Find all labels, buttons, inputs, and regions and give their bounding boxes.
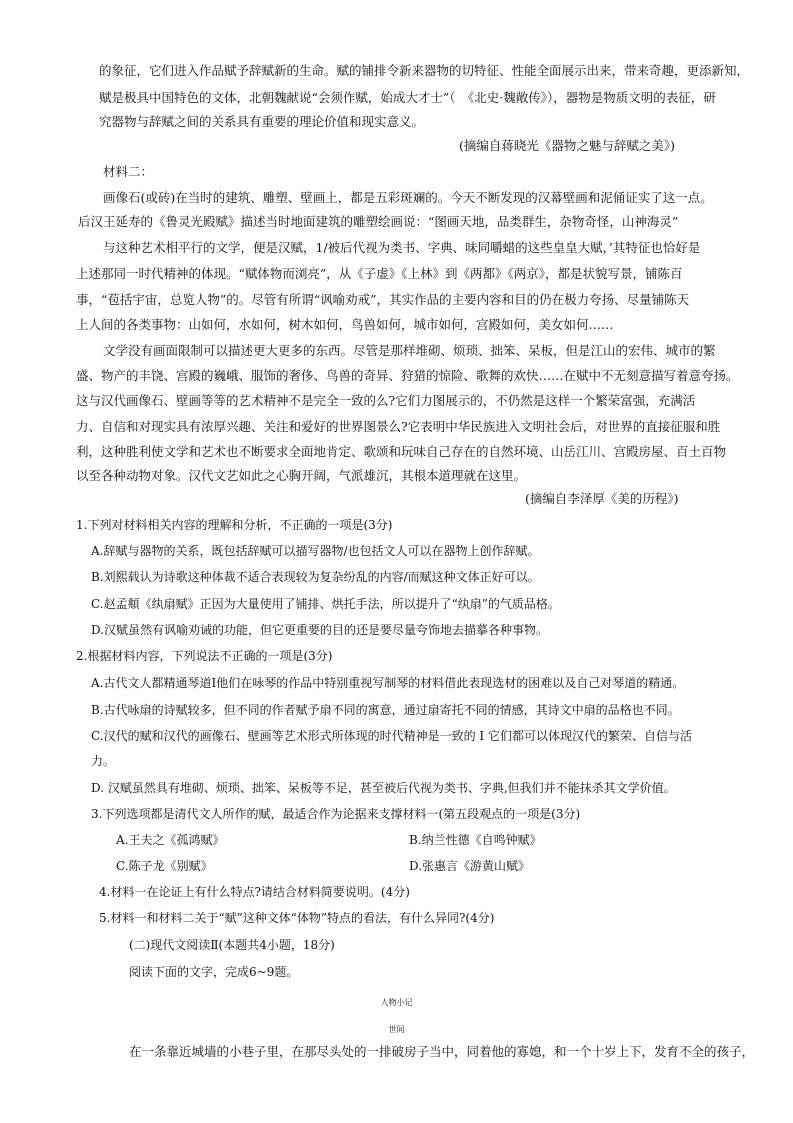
material2-source: (摘编自李泽厚《美的历程》): [525, 491, 679, 506]
story-title: 人物小记: [380, 998, 413, 1007]
question-3-option-a: A.王夫之《孤鸿赋》: [116, 833, 225, 847]
story-first-line: 在一条靠近城墙的小巷子里，在那尽头处的一排破房子当中，同着他的寡媳，和一个十岁上下，发育不全的孩子，: [129, 1044, 755, 1059]
material2-line-7: 文学没有画面限制可以描述更大更多的东西。尽管是那样堆砌、烦琐、拙笨、呆板，但是江山的宏伟、城市的繁: [103, 343, 716, 358]
question-2-option-a: A.古代文人都精通琴道I他们在咏琴的作品中特别重视写制琴的材料借此表现选材的困难以及自己对琴道的精通。: [91, 676, 685, 690]
question-5: 5.材料一和材料二关于“赋”这种文体“体物”特点的看法，有什么异同?(4分): [99, 911, 495, 925]
material2-line-12: 以至各种动物对象。汉代文艺如此之心胸开阔，气派雄沉，其根本道理就在这里。: [76, 468, 527, 483]
question-1-option-a: A.辞赋与器物的关系，既包括辞赋可以描写器物/也包括文人可以在器物上创作辞赋。: [91, 544, 540, 558]
question-3-option-b: B.纳兰性德《自鸣钟赋》: [409, 833, 542, 847]
material2-line-8: 盛、物产的丰饶、宫殿的巍峨、服饰的奢侈、鸟兽的奇异、狩猎的惊险、歌舞的欢快……在赋中不无刻意描写着意夸扬。: [76, 368, 739, 383]
material2-line-10: 力、自信和对现实具有浓厚兴趣、关注和爱好的世界图景么?它表明中华民族进入文明社会后，对世界的直接征服和胜: [76, 419, 721, 434]
material2-line-5: 事，“苞括宇宙，总览人物”的。尽管有所谓“讽喻劝戒”，其实作品的主要内容和目的仍在极力夸扬、尽量铺陈天: [76, 292, 690, 307]
material2-line-4: 上述那同一时代精神的体现。“赋体物而浏亮”，从《子虚》《上林》到《两都》《两京》，都是状貌写景，铺陈百: [76, 266, 683, 281]
section-heading: (二)现代文阅读Ⅱ(本题共4小题，18分): [129, 938, 335, 952]
material1-line-1: 的象征，它们进入作品赋予辞赋新的生命。赋的铺排令新来器物的切特征、性能全面展示出来，带来奇趣，更添新知，: [99, 63, 750, 78]
question-3-option-c: C.陈子龙《别赋》: [116, 859, 213, 873]
material2-heading: 材料二：: [103, 164, 154, 179]
material2-line-11: 利，这种胜利使文学和艺术也不断要求全面地肯定、歌颂和玩味自己存在的自然环境、山岳江川、宫殿房屋、百土百物: [76, 444, 727, 459]
story-author: 世间: [388, 1025, 405, 1034]
section-instruction: 阅读下面的文字，完成6~9题。: [129, 965, 299, 979]
material1-source: (摘编自蒋晓光《器物之魅与辞赋之美》): [459, 138, 676, 153]
question-4: 4.材料一在论证上有什么特点?请结合材料简要说明。(4分): [99, 885, 410, 899]
material2-line-2: 后汉王延寿的《鲁灵光殿赋》描述当时地面建筑的雕塑绘画说：“图画天地，品类群生，杂物奇怪，山神海灵”: [78, 214, 679, 229]
question-3-stem: 3.下列选项都是清代文人所作的赋，最适合作为论据来支撑材料一(第五段观点的一项是(3分): [91, 807, 581, 821]
question-2-option-c-cont: 力。: [91, 754, 116, 768]
material2-line-1: 画像石(或砖)在当时的建筑、雕塑、壁画上，都是五彩斑斓的。今天不断发现的汉幕壁画和泥俑证实了这一点。: [103, 190, 713, 205]
question-3-option-d: D.张惠言《游黄山赋》: [409, 859, 531, 873]
material1-line-2: 赋是极具中国特色的文体，北朝魏献说“会须作赋，始成大才士”（ 《北史·魏敞传》），器物是物质文明的表征，研: [99, 90, 716, 105]
question-1-option-d: D.汉赋虽然有讽喻劝诫的功能，但它更重要的目的还是要尽量夸饰地去描摹各种事物。: [91, 623, 549, 637]
question-2-option-b: B.古代咏扇的诗赋较多，但不同的作者赋予扇不同的寓意，通过扇寄托不同的情感，其诗文中扇的品格也不同。: [91, 703, 680, 717]
question-1-option-b: B.刘熙载认为诗歌这种体裁不适合表现较为复杂纷乱的内容/而赋这种文体正好可以。: [91, 570, 540, 584]
question-2-option-d: D. 汉赋虽然具有堆砌、烦琐、拙笨、呆板等不足，甚至被后代视为类书、字典,但我们并不能抹杀其文学价值。: [91, 781, 676, 795]
question-1-option-c: C.赵孟頫《纨扇赋》正因为大量使用了铺排、烘托手法，所以提升了“纨扇”的气质品格。: [91, 597, 560, 611]
question-2-stem: 2.根据材料内容，下列说法不正确的一项是(3分): [76, 649, 333, 663]
question-2-option-c: C.汉代的赋和汉代的画像石、壁画等艺术形式所体现的时代精神是一致的 I 它们都可以体现汉代的繁荣、自信与活: [91, 729, 692, 743]
material2-line-6: 上人间的各类事物：山如何，水如何，树木如何，鸟兽如何，城市如何，宫殿如何，美女如何……: [76, 317, 614, 332]
material2-line-9: 这与汉代画像石、壁画等等的艺术精神不是完全一致的么?它们力图展示的，不仍然是这样一个繁荣富强，充满活: [76, 393, 696, 408]
material2-line-3: 与这种艺术相平行的文学，便是汉赋，1/被后代视为类书、字典、味同嚼蜡的这些皇皇大赋，’其特征也恰好是: [103, 240, 701, 255]
material1-line-3: 究器物与辞赋之间的关系具有重要的理论价值和现实意义。: [99, 114, 425, 129]
question-1-stem: 1.下列对材料相关内容的理解和分析，不正确的一项是(3分): [76, 518, 393, 532]
